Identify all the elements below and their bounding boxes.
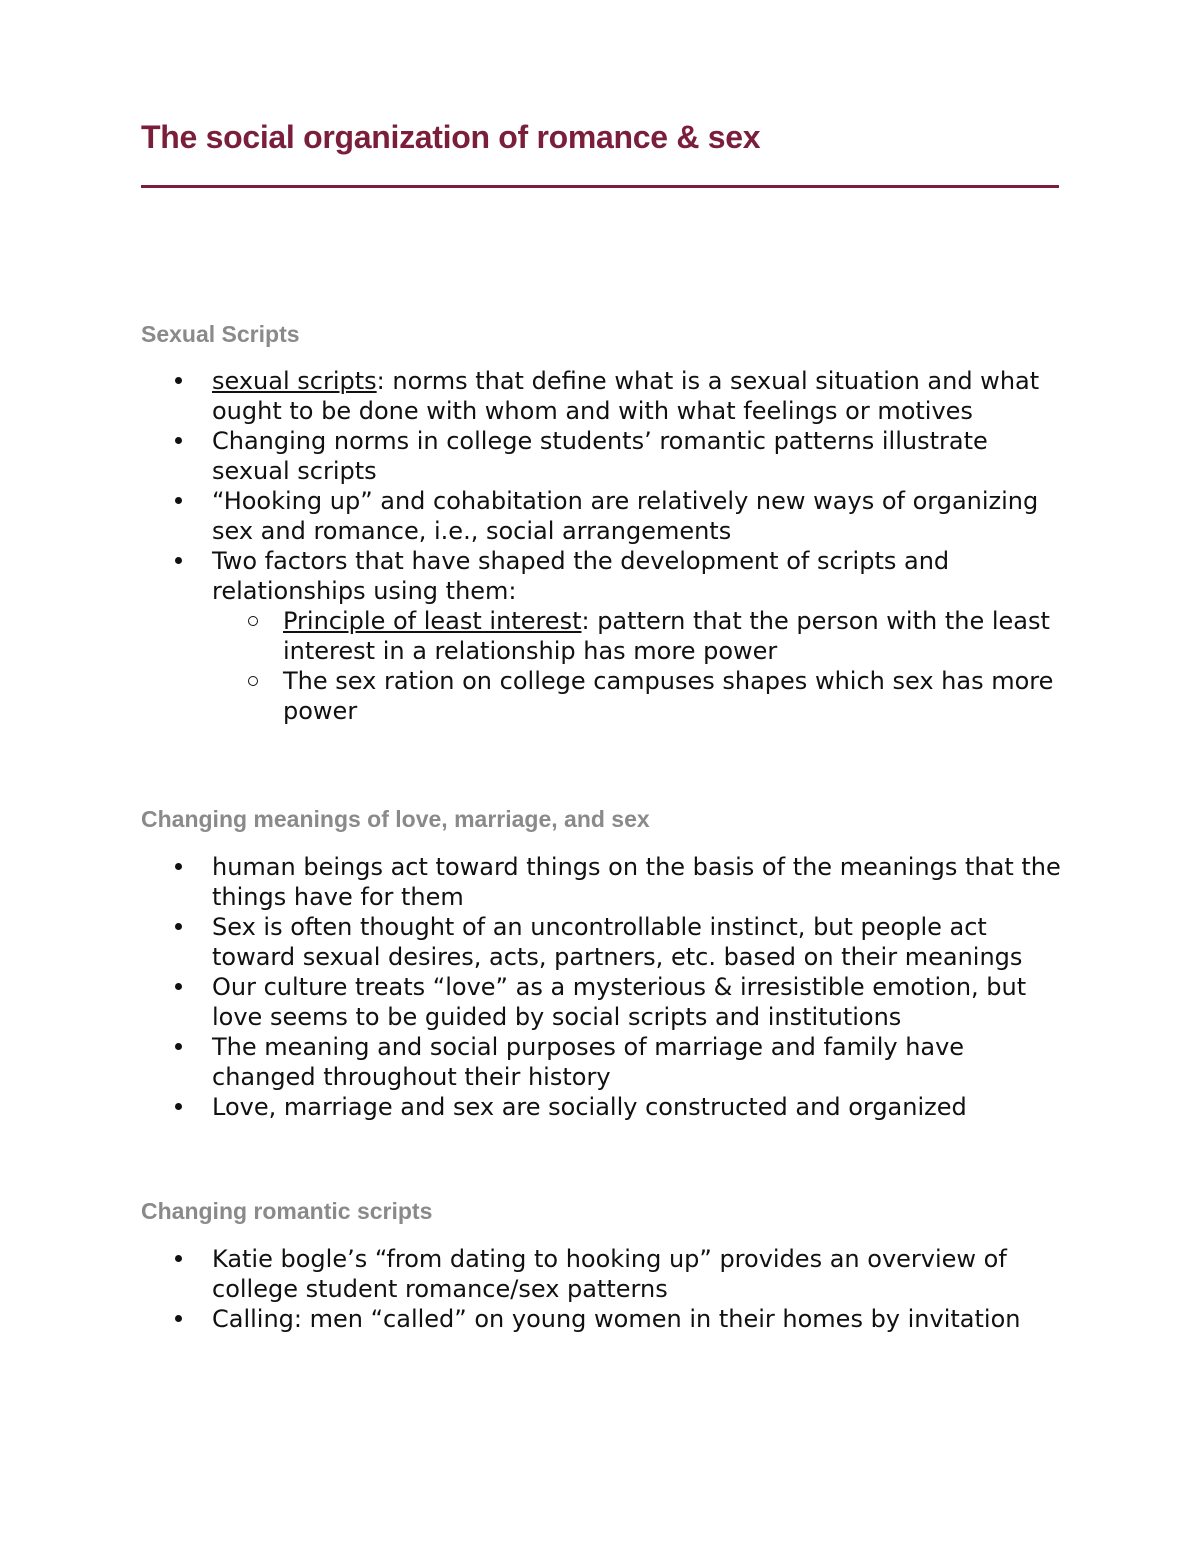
- list-item: [141, 972, 1071, 1032]
- list-item: [141, 546, 1071, 726]
- list-item-text: Changing norms in college students’ romantic patterns illustrate sexual scripts: [212, 427, 988, 485]
- list-item-text: Love, marriage and sex are socially constructed and organized: [212, 1093, 967, 1121]
- list-item: [141, 1032, 1071, 1092]
- hollow-bullet-icon: [248, 676, 258, 686]
- bullet-list-changing-meanings: [141, 852, 1071, 1122]
- title-underline-rule: [141, 185, 1059, 188]
- sub-list-item: [212, 666, 1071, 726]
- list-item: [141, 366, 1071, 426]
- term-underlined: sexual scripts: [212, 367, 377, 395]
- list-item: [141, 1092, 1071, 1122]
- list-item-text: The meaning and social purposes of marriage and family have changed throughout their history: [212, 1033, 965, 1091]
- bullet-list-changing-romantic-scripts: [141, 1244, 1071, 1334]
- list-item-text: Calling: men “called” on young women in their homes by invitation: [212, 1305, 1021, 1333]
- list-item: [141, 1304, 1071, 1334]
- list-item: [141, 426, 1071, 486]
- list-item-text: Katie bogle’s “from dating to hooking up” provides an overview of college student romance/sex patterns: [212, 1245, 1007, 1303]
- sub-list-item: [212, 606, 1071, 666]
- bullet-icon: [175, 1043, 182, 1050]
- bullet-icon: [175, 557, 182, 564]
- list-item-text: human beings act toward things on the basis of the meanings that the things have for them: [212, 853, 1061, 911]
- bullet-icon: [175, 377, 182, 384]
- list-item-text: Our culture treats “love” as a mysterious & irresistible emotion, but love seems to be guided by social scripts and institutions: [212, 973, 1027, 1031]
- list-item: [141, 486, 1071, 546]
- bullet-icon: [175, 1255, 182, 1262]
- sub-list-item-text: The sex ration on college campuses shapes which sex has more power: [283, 667, 1054, 725]
- list-item-text: : norms that define what is a sexual situation and what ought to be done with whom and with what feelings or motives: [212, 367, 1040, 425]
- bullet-list-sexual-scripts: [141, 366, 1071, 726]
- bullet-icon: [175, 437, 182, 444]
- list-item-text: “Hooking up” and cohabitation are relatively new ways of organizing sex and romance, i.e., social arrangements: [212, 487, 1039, 545]
- section-heading-changing-meanings: Changing meanings of love, marriage, and sex: [141, 806, 650, 832]
- bullet-icon: [175, 1315, 182, 1322]
- list-item: [141, 852, 1071, 912]
- page-title: The social organization of romance & sex: [141, 119, 761, 155]
- bullet-icon: [175, 923, 182, 930]
- bullet-icon: [175, 1103, 182, 1110]
- list-item-text: Sex is often thought of an uncontrollable instinct, but people act toward sexual desires, acts, partners, etc. based on their meanings: [212, 913, 1023, 971]
- list-item: [141, 912, 1071, 972]
- bullet-icon: [175, 983, 182, 990]
- list-item-text: Two factors that have shaped the development of scripts and relationships using them:: [212, 547, 950, 605]
- hollow-bullet-icon: [248, 616, 258, 626]
- sub-bullet-list: [212, 606, 1071, 726]
- section-heading-changing-romantic-scripts: Changing romantic scripts: [141, 1198, 433, 1224]
- term-underlined: Principle of least interest: [283, 607, 582, 635]
- section-heading-sexual-scripts: Sexual Scripts: [141, 321, 300, 347]
- sub-list-item-text: : pattern that the person with the least interest in a relationship has more power: [283, 607, 1050, 665]
- bullet-icon: [175, 863, 182, 870]
- bullet-icon: [175, 497, 182, 504]
- list-item: [141, 1244, 1071, 1304]
